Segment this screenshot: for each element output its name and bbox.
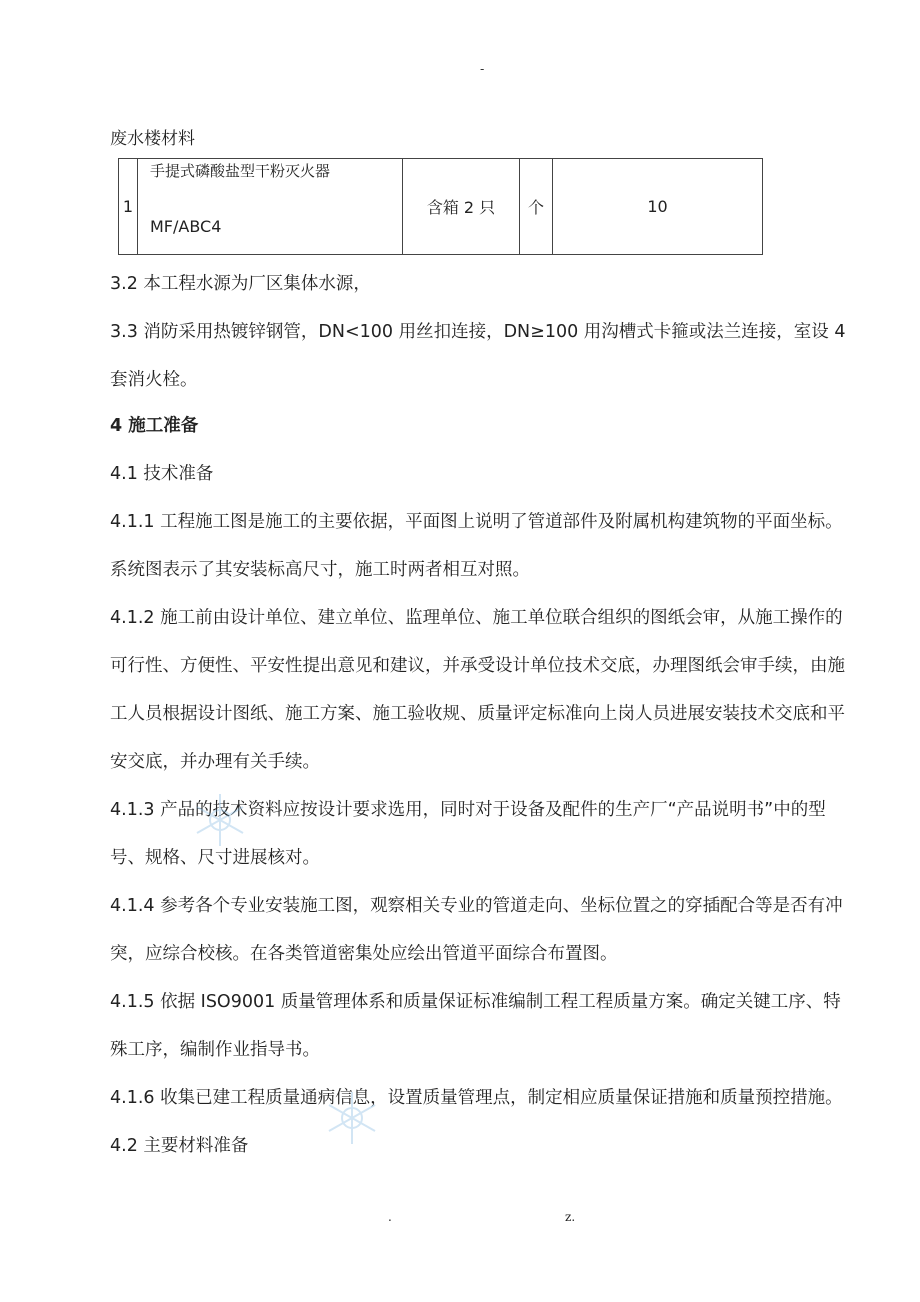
section-caption: 废水楼材料 bbox=[110, 129, 195, 149]
item-model: MF/ABC4 bbox=[150, 216, 222, 236]
paragraph-4-1: 4.1 技术准备 bbox=[110, 464, 214, 484]
paragraph-4-1-4: 4.1.4 参考各个专业安装施工图，观察相关专业的管道走向、坐标位置之的穿插配合等是否有冲突，应综合校核。在各类管道密集处应绘出管道平面综合布置图。 bbox=[110, 896, 843, 964]
paragraph-4-1-6: 4.1.6 收集已建工程质量通病信息，设置质量管理点，制定相应质量保证措施和质量预控措施。 bbox=[110, 1088, 843, 1108]
table-row bbox=[119, 159, 763, 255]
item-spec: 含箱 2 只 bbox=[403, 159, 520, 255]
snowflake-watermark-icon bbox=[190, 790, 250, 850]
row-number: 1 bbox=[119, 159, 138, 255]
paragraph-4-1-2: 4.1.2 施工前由设计单位、建立单位、监理单位、施工单位联合组织的图纸会审，从施工操作的可行性、方便性、平安性提出意见和建议，并承受设计单位技术交底，办理图纸会审手续，由施工人员根据设计图纸、施工方案、施工验收规、质量评定标准向上岗人员进展安装技术交底和平安交底，并办理有关手续。 bbox=[110, 608, 845, 772]
paragraph-4-2: 4.2 主要材料准备 bbox=[110, 1136, 249, 1156]
item-name-line1: 手提式磷酸盐型干粉灭火器 bbox=[150, 161, 331, 180]
paragraph-3-3: 3.3 消防采用热镀锌钢管，DN<100 用丝扣连接，DN≥100 用沟槽式卡箍或法兰连接，室设 4 套消火栓。 bbox=[110, 322, 846, 390]
paragraph-4-1-3: 4.1.3 产品的技术资料应按设计要求选用，同时对于设备及配件的生产厂“产品说明书”中的型号、规格、尺寸进展核对。 bbox=[110, 800, 826, 868]
page-footer-left: . bbox=[388, 1210, 392, 1224]
page-footer-right: z. bbox=[565, 1210, 576, 1224]
paragraph-4-1-5: 4.1.5 依据 ISO9001 质量管理体系和质量保证标准编制工程工程质量方案。确定关键工序、特殊工序，编制作业指导书。 bbox=[110, 992, 841, 1060]
page-header-mark: - bbox=[480, 62, 485, 76]
heading-4: 4 施工准备 bbox=[110, 416, 199, 436]
item-unit: 个 bbox=[520, 159, 553, 255]
item-quantity: 10 bbox=[553, 159, 763, 255]
item-name bbox=[138, 159, 403, 255]
paragraph-3-2: 3.2 本工程水源为厂区集体水源， bbox=[110, 274, 371, 294]
paragraph-4-1-1: 4.1.1 工程施工图是施工的主要依据，平面图上说明了管道部件及附属机构建筑物的平面坐标。系统图表示了其安装标高尺寸，施工时两者相互对照。 bbox=[110, 512, 843, 580]
materials-table bbox=[118, 158, 763, 255]
snowflake-watermark-icon bbox=[322, 1088, 382, 1148]
